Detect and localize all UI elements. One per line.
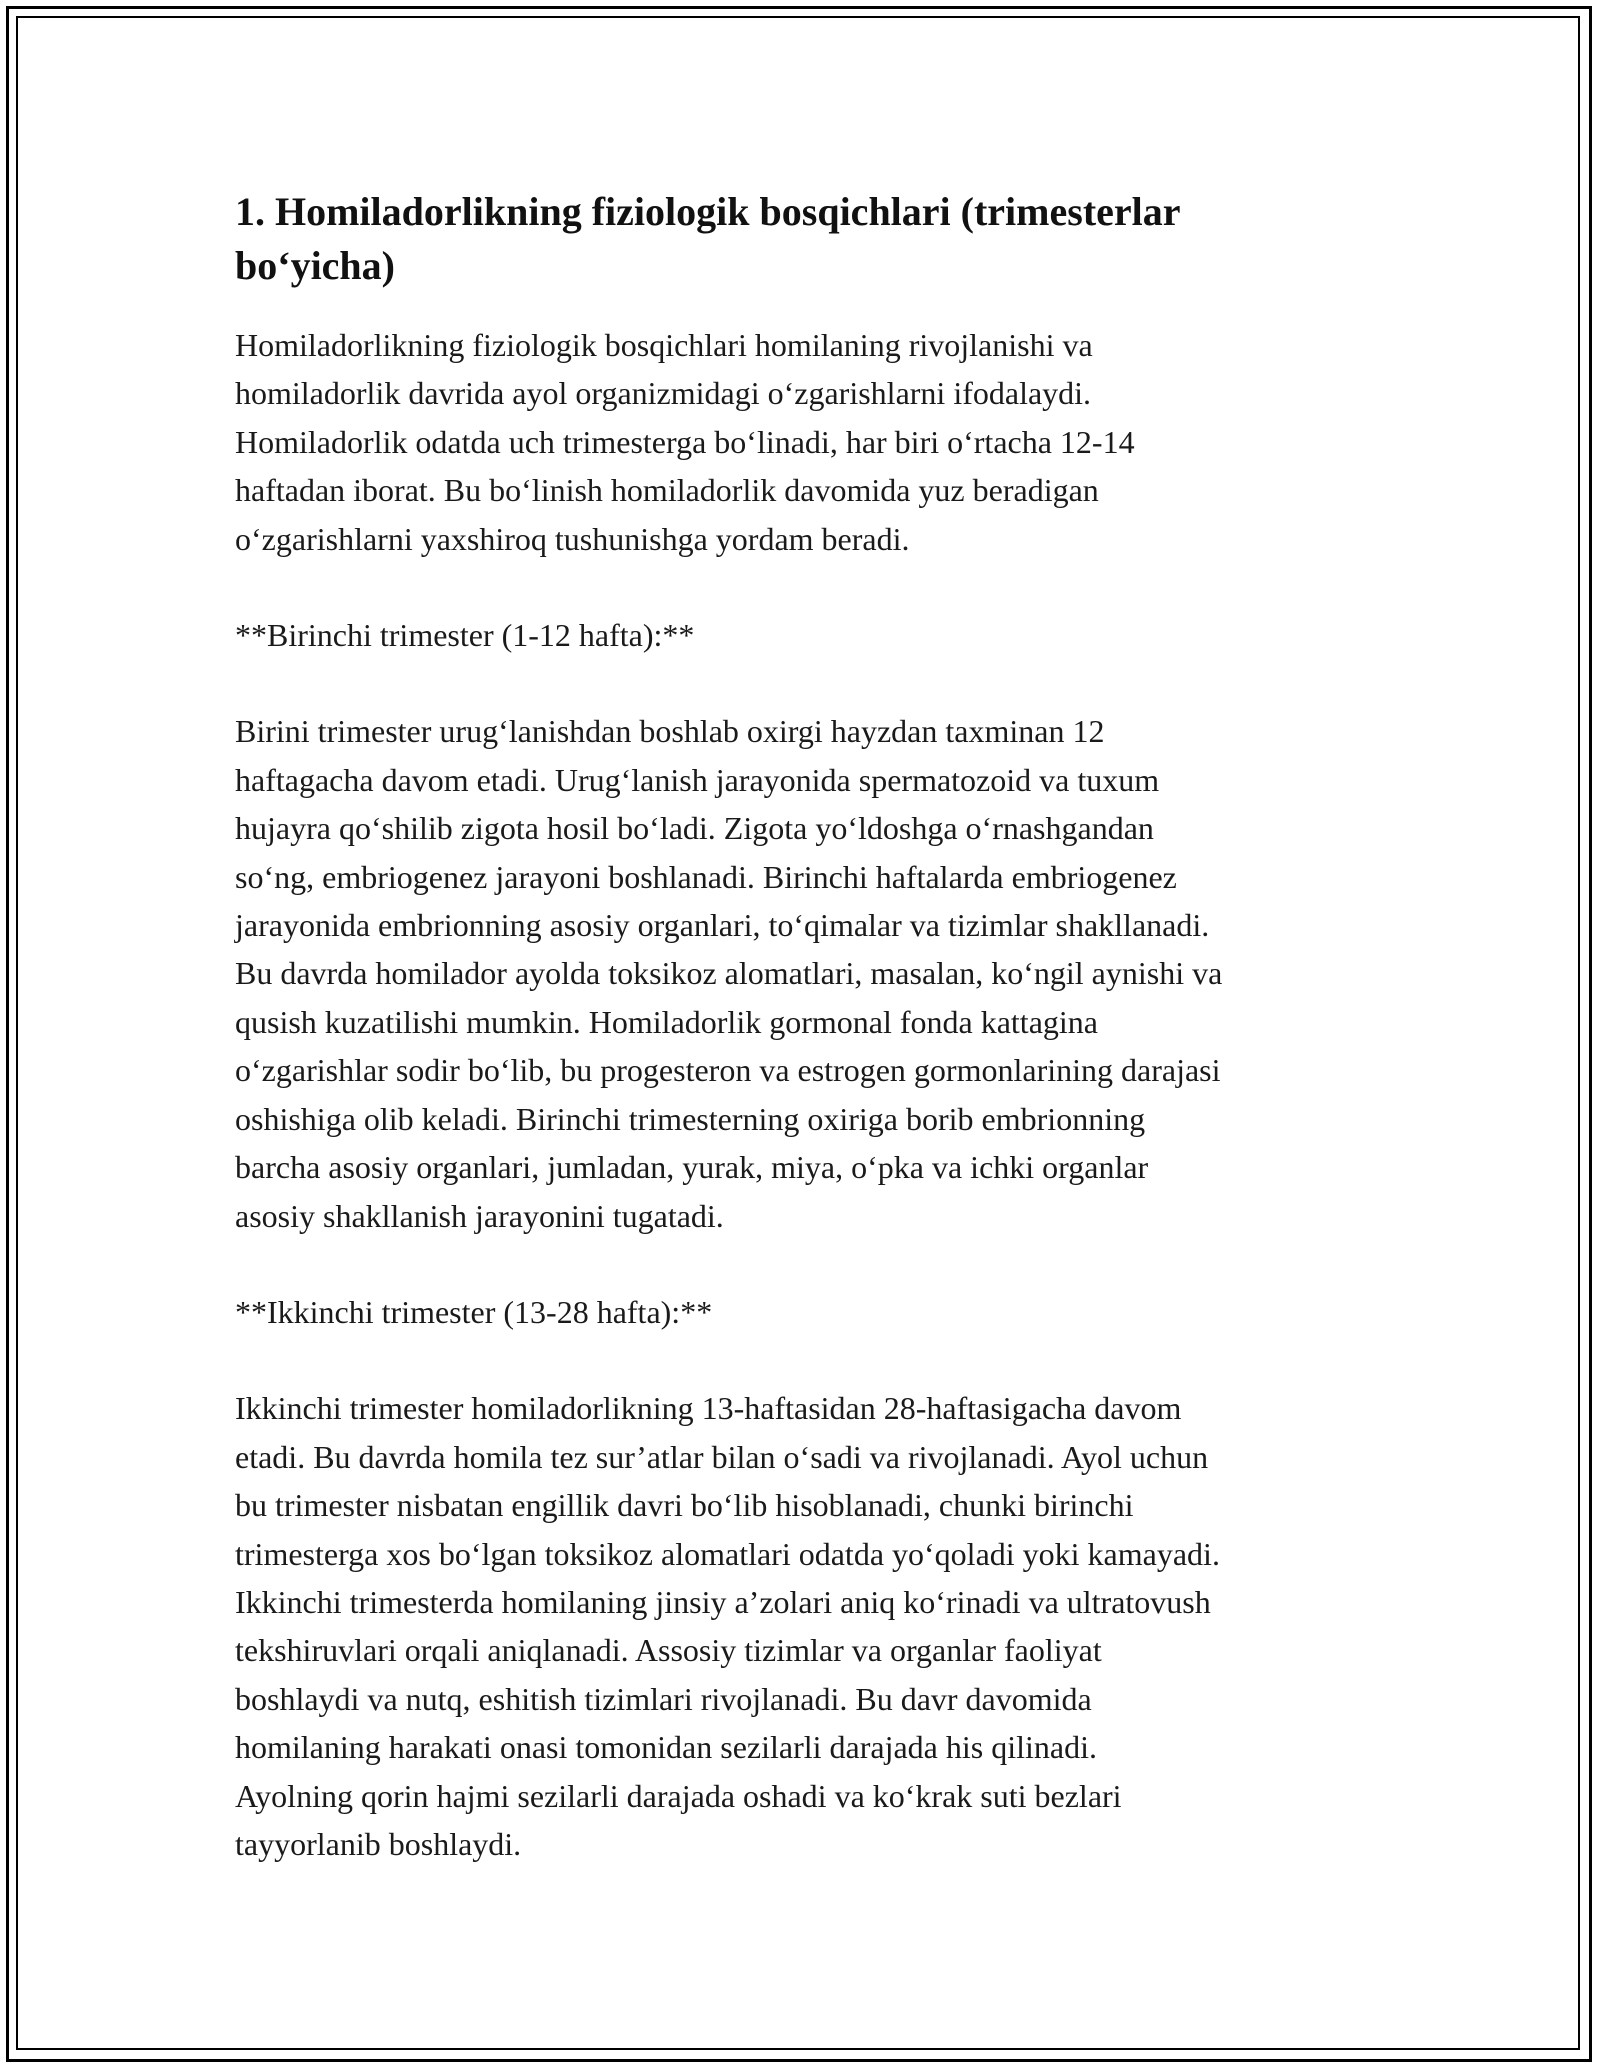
section-heading: 1. Homiladorlikning fiziologik bosqichlari (trimesterlar bo‘yicha) — [235, 189, 1180, 288]
document-body — [235, 185, 1385, 1868]
intro-paragraph: Homiladorlikning fiziologik bosqichlari homilaning rivojlanishi va homiladorlik davrida ayol organizmidagi o‘zgarishlarni ifodalaydi. Homiladorlik odatda uch trimesterga bo‘linadi, har biri o‘rtacha 12-14 haftadan iborat. Bu bo‘linish homiladorlik davomida yuz beradigan o‘zgarishlarni yaxshiroq tushunishga yordam beradi. — [235, 327, 1135, 557]
second-trimester-heading: **Ikkinchi trimester (13-28 hafta):** — [235, 1293, 713, 1330]
second-trimester-paragraph: Ikkinchi trimester homiladorlikning 13-haftasidan 28-haftasigacha davom etadi. Bu davrda homila tez sur’atlar bilan o‘sadi va rivojlanadi. Ayol uchun bu trimester nisbatan engillik davri bo‘lib hisoblanadi, chunki birinchi trimesterga xos bo‘lgan toksikoz alomatlari odatda yo‘qoladi yoki kamayadi. Ikkinchi trimesterda homilaning jinsiy a’zolari aniq ko‘rinadi va ultratovush tekshiruvlari orqali aniqlanadi. Assosiy tizimlar va organlar faoliyat boshlaydi va nutq, eshitish tizimlari rivojlanadi. Bu davr davomida homilaning harakati onasi tomonidan sezilarli darajada his qilinadi. Ayolning qorin hajmi sezilarli darajada oshadi va ko‘krak suti bezlari tayyorlanib boshlaydi. — [235, 1390, 1220, 1862]
first-trimester-paragraph: Birini trimester urug‘lanishdan boshlab oxirgi hayzdan taxminan 12 haftagacha davom etadi. Urug‘lanish jarayonida spermatozoid va tuxum hujayra qo‘shilib zigota hosil bo‘ladi. Zigota yo‘ldoshga o‘rnashgandan so‘ng, embriogenez jarayoni boshlanadi. Birinchi haftalarda embriogenez jarayonida embrionning asosiy organlari, to‘qimalar va tizimlar shakllanadi. Bu davrda homilador ayolda toksikoz alomatlari, masalan, ko‘ngil aynishi va qusish kuzatilishi mumkin. Homiladorlik gormonal fonda kattagina o‘zgarishlar sodir bo‘lib, bu progesteron va estrogen gormonlarining darajasi oshishiga olib keladi. Birinchi trimesterning oxiriga borib embrionning barcha asosiy organlari, jumladan, yurak, miya, o‘pka va ichki organlar asosiy shakllanish jarayonini tugatadi. — [235, 713, 1223, 1234]
first-trimester-heading: **Birinchi trimester (1-12 hafta):** — [235, 617, 695, 654]
